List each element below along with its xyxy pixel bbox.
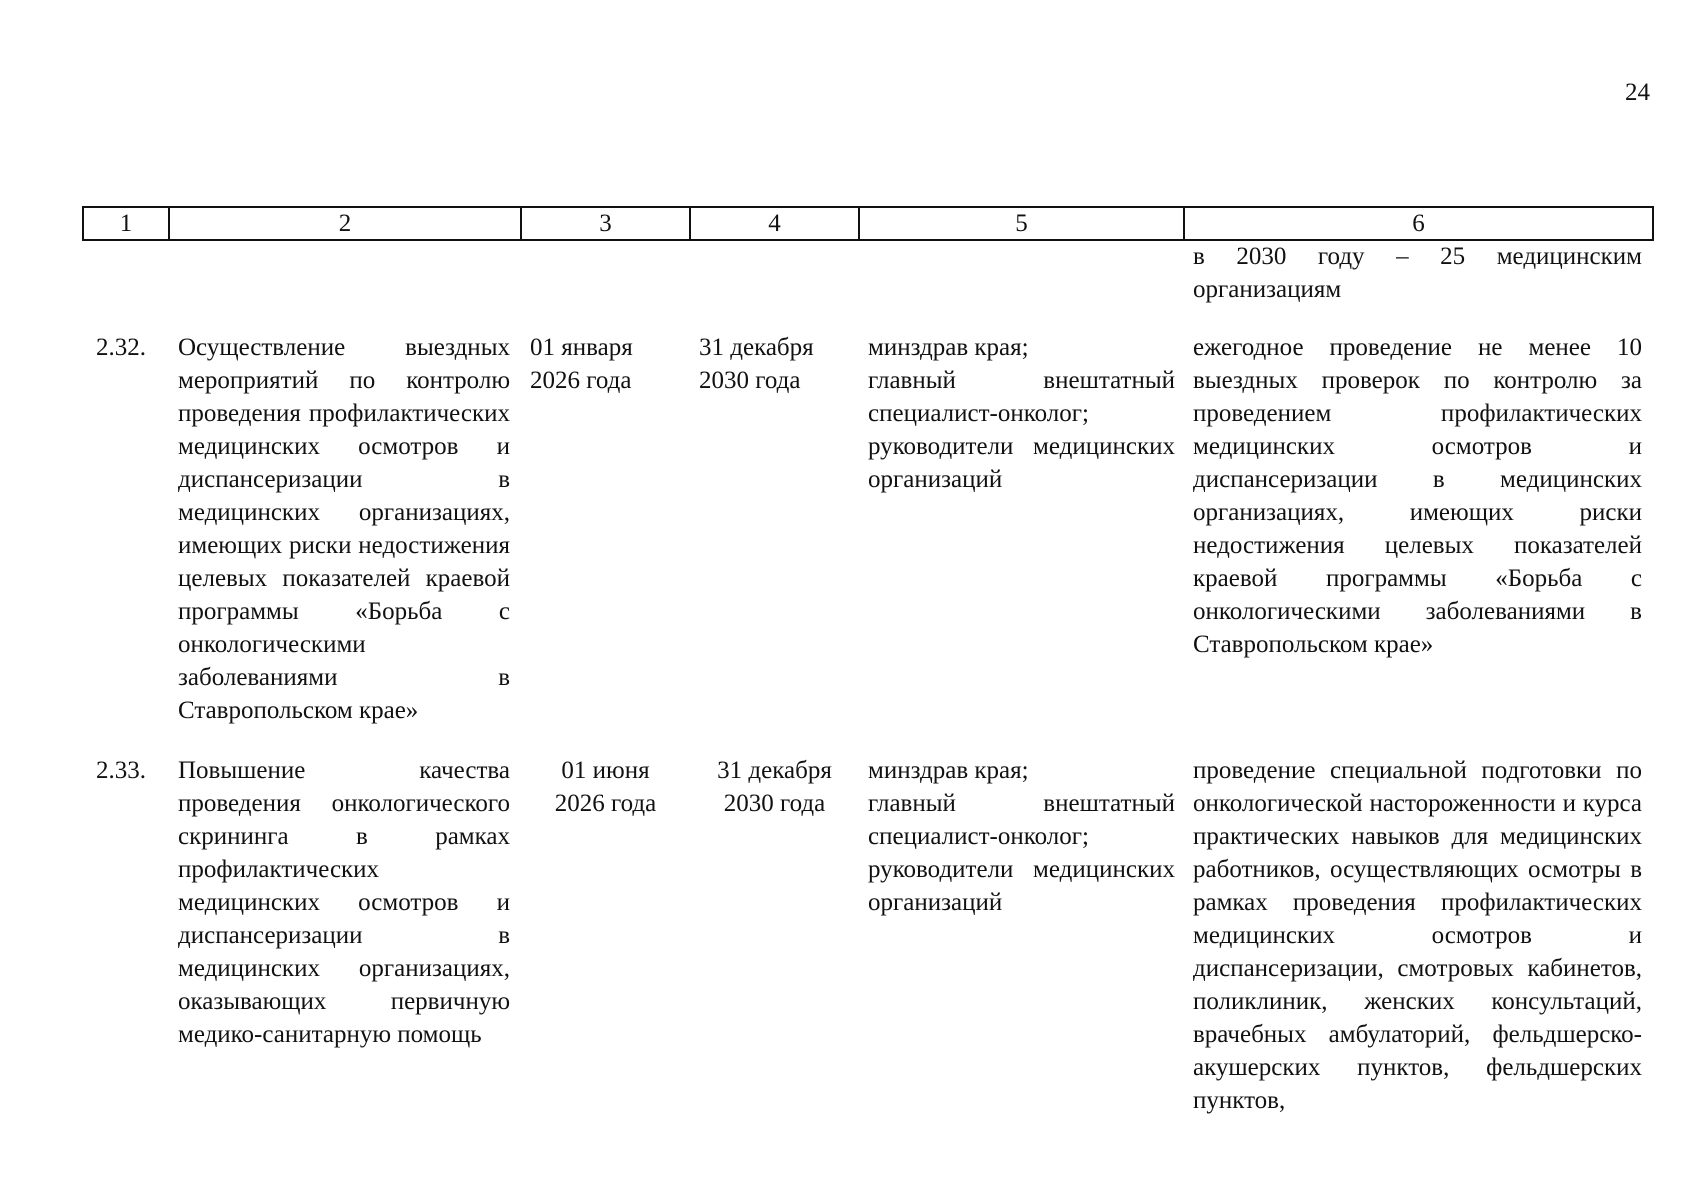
column-number-3: 3: [521, 207, 690, 240]
end-date: 31 декабря 2030 года: [699, 334, 814, 394]
table-row: [82, 754, 1652, 1117]
responsible-parties: минздрав края; главный внештатный специалист-онколог; руководители медицинских организаций: [868, 334, 1175, 493]
expected-result: ежегодное проведение не менее 10 выездных проверок по контролю за проведением профилактических медицинских осмотров и диспансеризации в медицинских организациях, имеющих риски недостижения целевых показателей краевой программы «Борьба с онкологическими заболеваниями в Ставропольском крае»: [1193, 334, 1642, 658]
continuation-row: [82, 240, 1652, 306]
row-number: 2.33.: [96, 757, 146, 784]
activity-description: Повышение качества проведения онкологического скрининга в рамках профилактических медицинских осмотров и диспансеризации в медицинских организациях, оказывающих первичную медико-санитарную помощь: [178, 757, 510, 1048]
column-number-5: 5: [859, 207, 1184, 240]
expected-result: проведение специальной подготовки по онкологической настороженности и курса практических навыков для медицинских работников, осуществляющих осмотры в рамках проведения профилактических медицинских осмотров и диспансеризации, смотровых кабинетов, поликлиник, женских консультаций, врачебных амбулаторий, фельдшерско-акушерских пунктов, фельдшерских пунктов,: [1193, 757, 1642, 1114]
column-number-1: 1: [83, 207, 169, 240]
column-number-4: 4: [690, 207, 859, 240]
activity-description: Осуществление выездных мероприятий по контролю проведения профилактических медицинских осмотров и диспансеризации в медицинских организациях, имеющих риски недостижения целевых показателей краевой программы «Борьба с онкологическими заболеваниями в Ставропольском крае»: [178, 334, 510, 724]
end-date: 31 декабря 2030 года: [717, 757, 832, 817]
column-number-6: 6: [1184, 207, 1653, 240]
page-number: 24: [1625, 79, 1650, 106]
start-date: 01 января 2026 года: [530, 334, 633, 394]
continuation-text: в 2030 году – 25 медицинским организациям: [1193, 243, 1642, 303]
table-body: [82, 240, 1652, 1117]
column-number-2: 2: [169, 207, 521, 240]
row-number: 2.32.: [96, 334, 146, 361]
start-date: 01 июня 2026 года: [554, 757, 657, 817]
table-row: [82, 331, 1652, 727]
column-number-header: [82, 206, 1654, 241]
header-row: [83, 207, 1653, 240]
responsible-parties: минздрав края; главный внештатный специалист-онколог; руководители медицинских организаций: [868, 757, 1175, 916]
